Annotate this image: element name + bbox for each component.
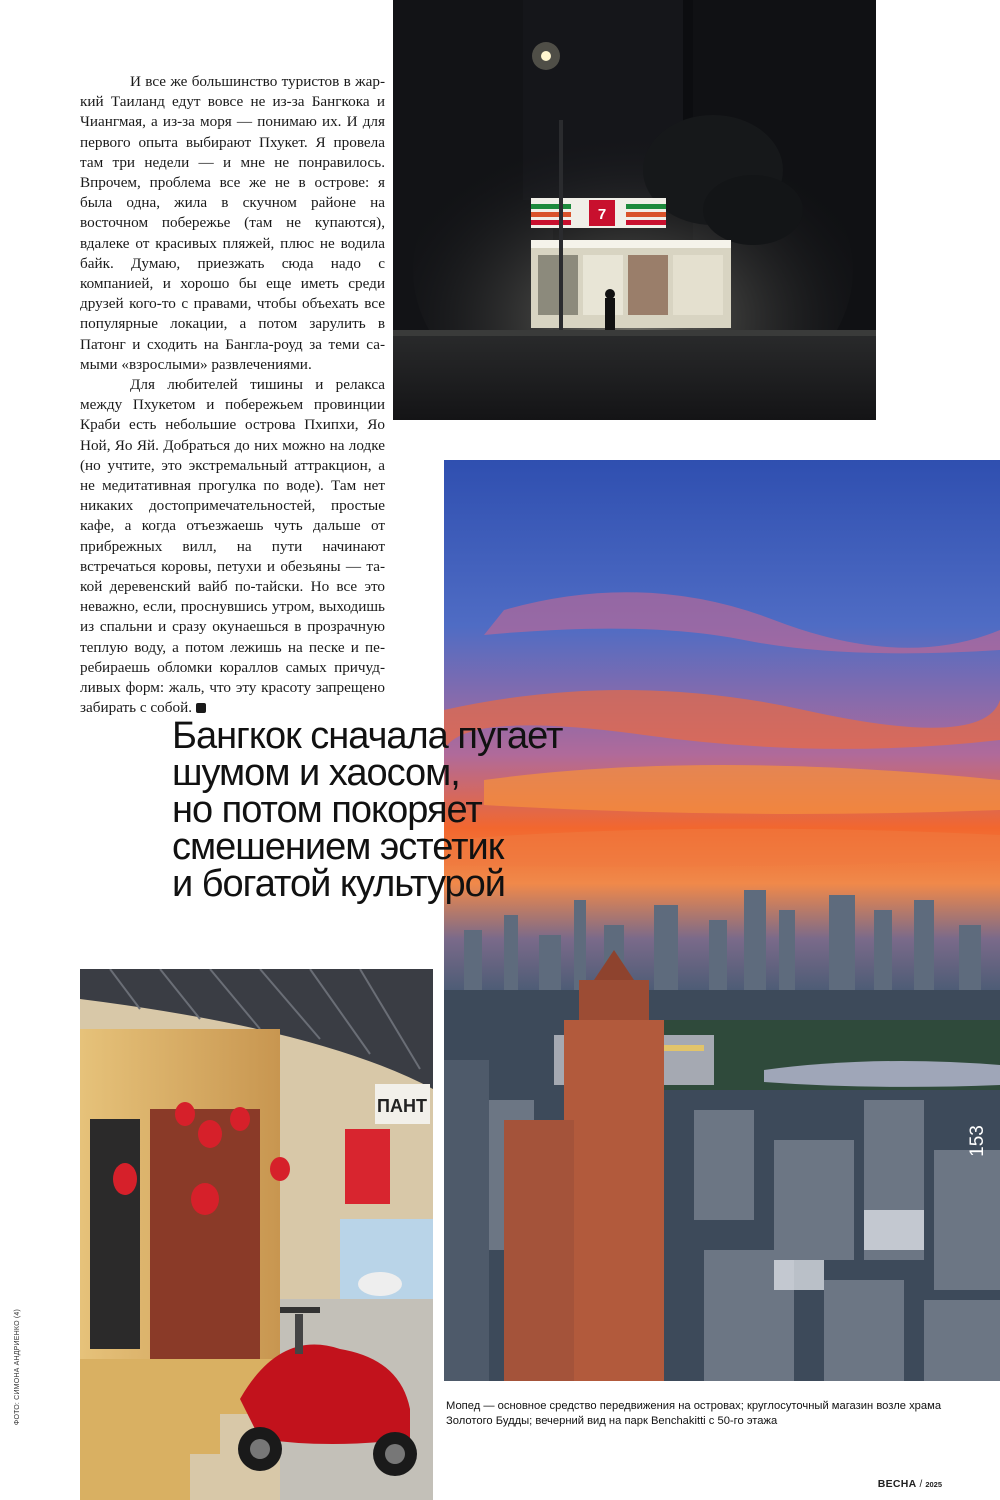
svg-text:7: 7 bbox=[597, 206, 607, 223]
pull-quote-line: но потом покоряет bbox=[172, 789, 482, 831]
pull-quote bbox=[172, 715, 642, 905]
pull-quote-line: и богатой культурой bbox=[172, 863, 506, 905]
footer-season: ВЕСНА bbox=[877, 1478, 917, 1490]
photo-red-moped-storefront bbox=[80, 969, 433, 1500]
article-paragraph-2 bbox=[80, 375, 385, 718]
magazine-footer bbox=[878, 1474, 942, 1492]
pull-quote-line: Бангкок сначала пугает bbox=[172, 715, 563, 757]
footer-separator: / bbox=[919, 1479, 923, 1490]
article-paragraph-2-text: Для любителей тишины и релакса между Пхукетом и побережьем провинции Краби есть небольшие острова Пхипхи, Яо Ной, Яо Яй. Добраться до них можно на лодке (но учтите, это экстремальный аттракцион, а не медитативная прогулка по воде). Там нет никаких достопримечательностей, простые кафе, а когда отъезжаешь чуть дальше от прибрежных вилл, на пути начинают встречаться коровы, петухи и обезьяны — такой деревенский вайб по-тайски. Но все это неважно, если, проснувшись утром, выходишь из спальни и сразу окунаешься в прозрачную теплую воду, а потом лежишь на песке и перебираешь обломки кораллов самых причудливых форм: жаль, что эту красоту запрещено забирать с собой. bbox=[80, 376, 385, 717]
svg-text:ПАНТ: ПАНТ bbox=[377, 1096, 427, 1116]
pull-quote-line: шумом и хаосом, bbox=[172, 752, 460, 794]
page-number: 153 bbox=[967, 1125, 988, 1157]
photo-caption: Мопед — основное средство передвижения на островах; круглосуточный магазин возле храма Золотого Будды; вечерний вид на парк Benchakitti с 50-го этажа bbox=[446, 1400, 942, 1427]
footer-year: 2025 bbox=[925, 1480, 942, 1489]
article-body bbox=[80, 72, 385, 719]
end-of-article-icon bbox=[196, 703, 206, 713]
photo-credit: ФОТО: СИМОНА АНДРИЕНКО (4) bbox=[14, 1308, 21, 1426]
photo-night-convenience-store bbox=[393, 0, 876, 420]
pull-quote-line: смешением эстетик bbox=[172, 826, 504, 868]
photo-bangkok-sunset-skyline bbox=[444, 460, 1000, 1381]
article-paragraph-1: И все же большинство туристов в жаркий Таиланд едут вовсе не из-за Бангкока и Чиангмая, а из-за моря — понимаю их. И для первого опыта выбирают Пхукет. Я провела там три недели — и мне не понравилось. Впрочем, проблема все же не в острове: я была одна, жила в скучном районе на восточном побережье (там не купаются), вдалеке от красивых пляжей, плюс не водила байк. Думаю, приезжать сюда надо с компанией, и хорошо бы еще иметь среди друзей кого-то с правами, чтобы объехать все популярные локации, а потом зарулить в Патонг и сходить на Бангла-роуд за теми самыми «взрослыми» развлечениями. bbox=[80, 73, 385, 373]
